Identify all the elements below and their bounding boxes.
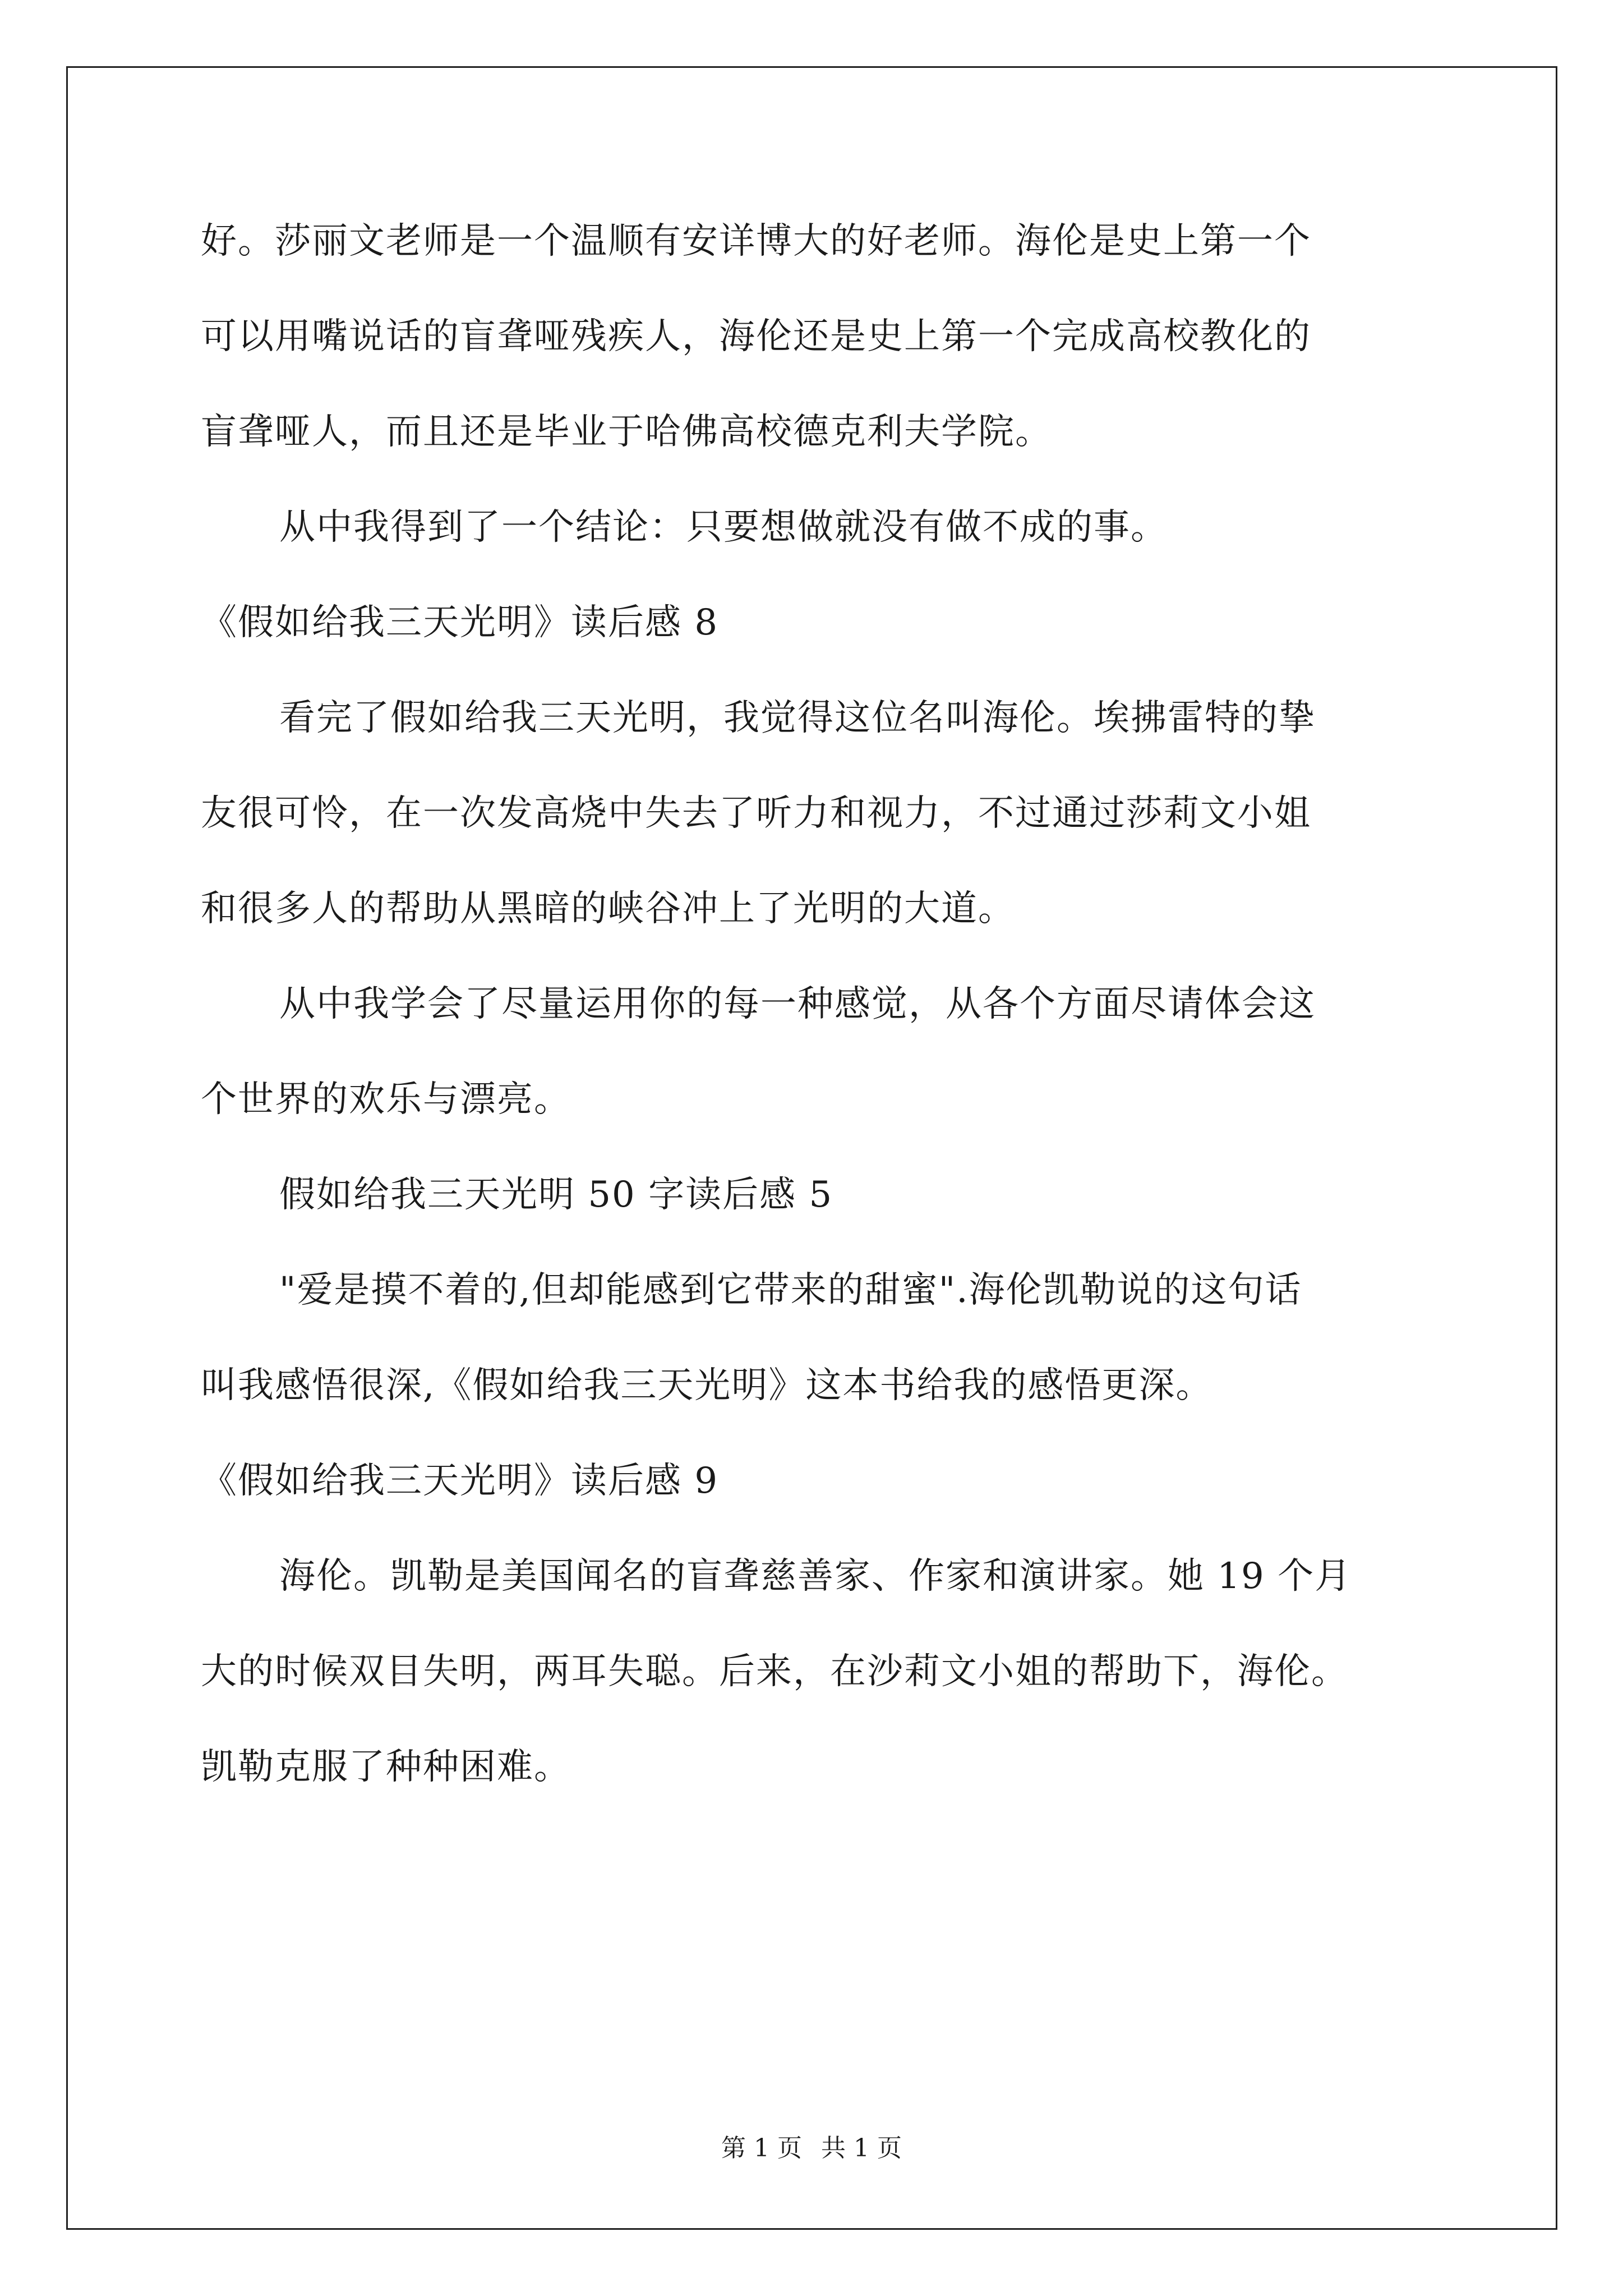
- page-number: 第 1 页: [721, 2134, 802, 2162]
- text-line: 从中我得到了一个结论：只要想做就没有做不成的事。: [279, 507, 1168, 548]
- page-footer: [0, 2132, 1623, 2165]
- text-line: 大的时候双目失明，两耳失聪。后来，在沙莉文小姐的帮助下，海伦。: [201, 1651, 1348, 1692]
- text-line: 叫我感悟很深,《假如给我三天光明》这本书给我的感悟更深。: [201, 1365, 1213, 1406]
- page-total: 共 1 页: [821, 2134, 902, 2162]
- text-line: 凯勒克服了种种困难。: [201, 1746, 571, 1788]
- text-line: 和很多人的帮助从黑暗的峡谷冲上了光明的大道。: [201, 888, 1015, 930]
- text-line: 好。莎丽文老师是一个温顺有安详博大的好老师。海伦是史上第一个: [201, 220, 1311, 262]
- text-line: 个世界的欢乐与漂亮。: [201, 1079, 571, 1120]
- text-line: 假如给我三天光明 50 字读后感 5: [279, 1174, 833, 1216]
- text-line: "爱是摸不着的,但却能感到它带来的甜蜜".海伦凯勒说的这句话: [279, 1269, 1302, 1311]
- text-line: 可以用嘴说话的盲聋哑残疾人，海伦还是史上第一个完成高校教化的: [201, 316, 1311, 357]
- text-line: 看完了假如给我三天光明，我觉得这位名叫海伦。埃拂雷特的挚: [279, 697, 1316, 739]
- text-line: 《假如给我三天光明》读后感 9: [201, 1460, 719, 1502]
- text-line: 海伦。凯勒是美国闻名的盲聋慈善家、作家和演讲家。她 19 个月: [279, 1556, 1352, 1597]
- text-line: 友很可怜，在一次发高烧中失去了听力和视力，不过通过莎莉文小姐: [201, 793, 1311, 834]
- text-line: 盲聋哑人，而且还是毕业于哈佛高校德克利夫学院。: [201, 411, 1052, 453]
- document-body: [201, 213, 1446, 1834]
- text-line: 从中我学会了尽量运用你的每一种感觉，从各个方面尽请体会这: [279, 983, 1316, 1025]
- text-line: 《假如给我三天光明》读后感 8: [201, 602, 719, 643]
